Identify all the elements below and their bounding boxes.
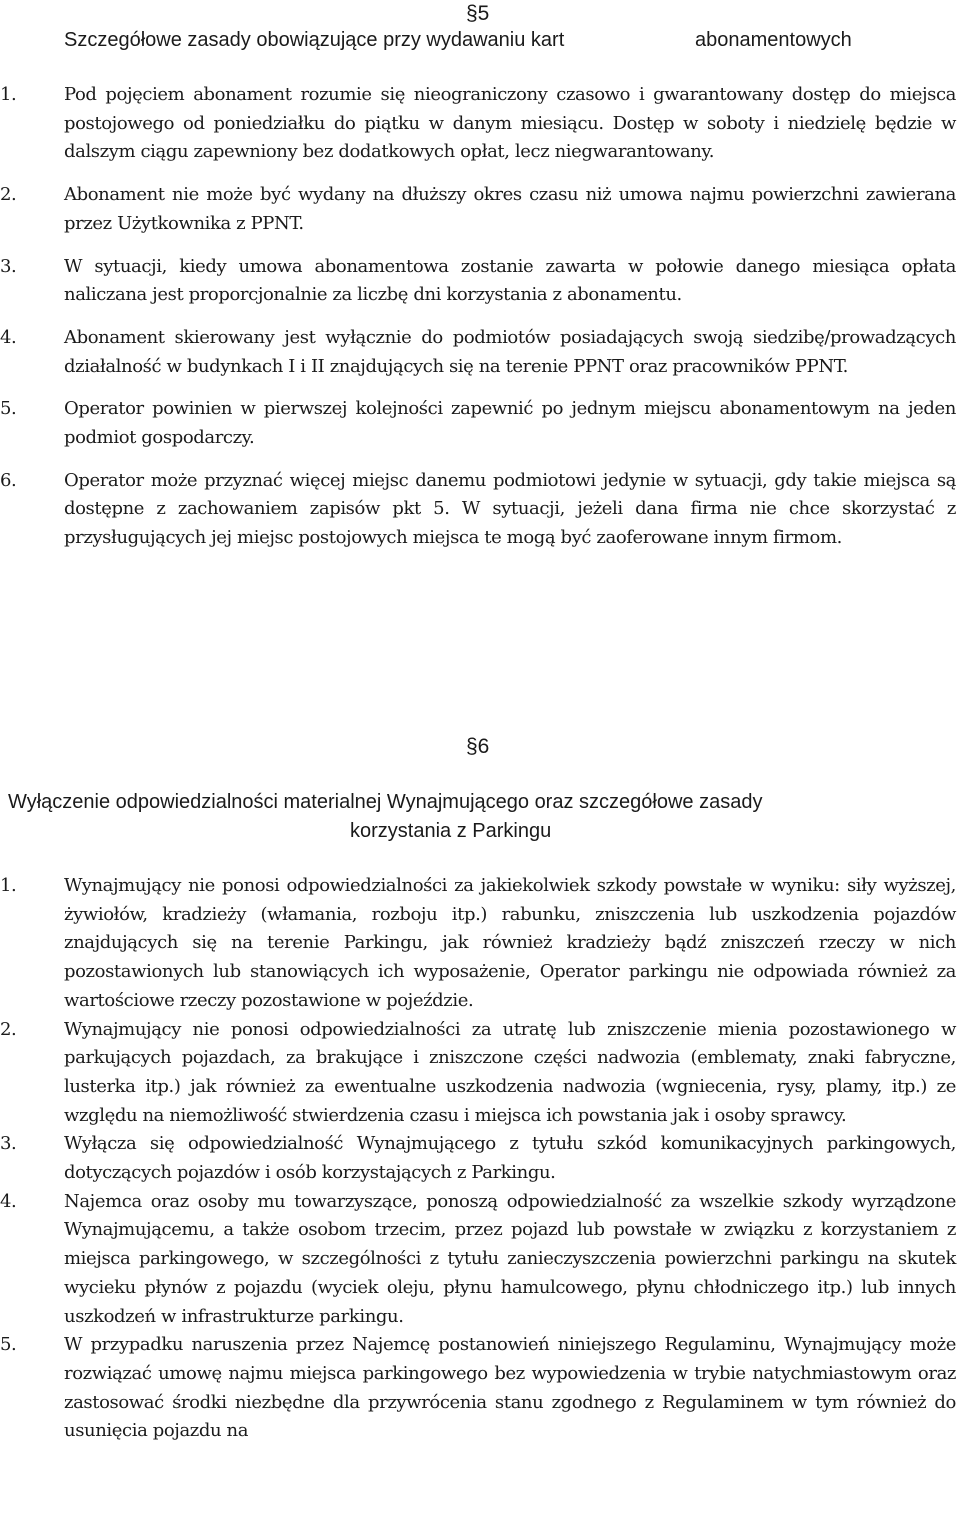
- item-number: 4.: [0, 326, 17, 348]
- item-text: Wynajmujący nie ponosi odpowiedzialności za jakiekolwiek szkody powstałe w wyniku: siły wyższej, żywiołów, kradzieży (włamania, rozboju itp.) rabunku, zniszczenia lub uszkodzenia pojazdów znajdujących się na terenie Parkingu, jak również kradzieży bądź zniszczeń rzeczy w nich pozostawionych lub stanowiących ich wyposażenie, Operator parkingu nie odpowiada również za wartościowe rzeczy pozostawione w pojeździe.: [64, 875, 956, 1011]
- item-text: Abonament nie może być wydany na dłuższy okres czasu niż umowa najmu powierzchni zawierana przez Użytkownika z PPNT.: [64, 184, 956, 234]
- section-5-list: [0, 81, 956, 567]
- section-6-number: §6: [466, 735, 490, 758]
- section-5-number: §5: [466, 2, 490, 25]
- section-5-title-right: abonamentowych: [695, 29, 852, 51]
- list-item: [0, 872, 956, 1016]
- section-6-title-line2: korzystania z Parkingu: [350, 820, 552, 842]
- section-6-title-line1: Wyłączenie odpowiedzialności materialnej Wynajmującego oraz szczegółowe zasady: [8, 791, 763, 813]
- item-text: Operator powinien w pierwszej kolejności zapewnić po jednym miejscu abonamentowym na jeden podmiot gospodarczy.: [64, 398, 956, 449]
- item-text: W przypadku naruszenia przez Najemcę postanowień niniejszego Regulaminu, Wynajmujący może rozwiązać umowę najmu miejsca parkingowego bez wypowiedzenia w trybie natychmiastowym oraz zastosować środki niezbędne dla przywrócenia stanu zgodnego z Regulaminem w tym również do usunięcia pojazdu na: [64, 1334, 956, 1442]
- item-number: 2.: [0, 184, 17, 206]
- item-text: Najemca oraz osoby mu towarzyszące, ponoszą odpowiedzialność za wszelkie szkody wyrządzone Wynajmującemu, a także osobom trzecim, przez pojazd lub powstałe w związku z korzystaniem z miejsca parkingowego, w szczególności z tytułu zanieczyszczenia powierzchni parkingu na skutek wycieku płynów z pojazdu (wyciek oleju, płynu hamulcowego, płynu chłodniczego itp.) lub innych uszkodzeń w infrastrukturze parkingu.: [64, 1190, 956, 1327]
- item-number: 1.: [0, 84, 17, 105]
- list-item: [0, 395, 956, 452]
- section-5-title-left: Szczegółowe zasady obowiązujące przy wydawaniu kart: [64, 29, 565, 51]
- item-text: Operator może przyznać więcej miejsc danemu podmiotowi jedynie w sytuacji, gdy takie miejsca są dostępne z zachowaniem zapisów pkt 5. W sytuacji, jeżeli dana firma nie chce skorzystać z przysługujących jej miejsc postojowych miejsca te mogą być zaoferowane innym firmom.: [64, 469, 956, 549]
- list-item: [0, 1130, 956, 1187]
- item-text: Abonament skierowany jest wyłącznie do podmiotów posiadających swoją siedzibę/prowadzących działalność w budynkach I i II znajdujących się na terenie PPNT oraz pracowników PPNT.: [64, 326, 956, 377]
- section-6-list: [0, 872, 956, 1446]
- list-item: [0, 324, 956, 381]
- item-number: 2.: [0, 1018, 17, 1040]
- item-number: 5.: [0, 398, 17, 420]
- item-number: 5.: [0, 1334, 17, 1356]
- item-number: 3.: [0, 255, 17, 277]
- list-item: [0, 1331, 956, 1446]
- item-text: W sytuacji, kiedy umowa abonamentowa zostanie zawarta w połowie danego miesiąca opłata naliczana jest proporcjonalnie za liczbę dni korzystania z abonamentu.: [64, 255, 956, 306]
- item-number: 3.: [0, 1133, 17, 1155]
- item-number: 6.: [0, 469, 17, 491]
- list-item: [0, 1188, 956, 1332]
- item-text: Wyłącza się odpowiedzialność Wynajmującego z tytułu szkód komunikacyjnych parkingowych, dotyczących pojazdów i osób korzystających z Parkingu.: [64, 1133, 956, 1184]
- item-number: 1.: [0, 875, 17, 896]
- item-number: 4.: [0, 1190, 17, 1212]
- item-text: Wynajmujący nie ponosi odpowiedzialności za utratę lub zniszczenie mienia pozostawionego w parkujących pojazdach, za brakujące i zniszczone części nadwozia (emblematy, znaki fabryczne, lusterka itp.) jak również za ewentualne uszkodzenia nadwozia (wgniecenia, rysy, plamy, itp.) ze względu na niemożliwość stwierdzenia czasu i miejsca ich powstania jak i osoby sprawcy.: [64, 1018, 956, 1126]
- list-item: [0, 467, 956, 553]
- item-text: Pod pojęciem abonament rozumie się nieograniczony czasowo i gwarantowany dostęp do miejsca postojowego od poniedziałku do piątku w danym miesiącu. Dostęp w soboty i niedzielę będzie w dalszym ciągu zapewniony bez dodatkowych opłat, lecz niegwarantowany.: [64, 84, 956, 163]
- list-item: [0, 253, 956, 310]
- list-item: [0, 1016, 956, 1131]
- list-item: [0, 81, 956, 167]
- list-item: [0, 181, 956, 238]
